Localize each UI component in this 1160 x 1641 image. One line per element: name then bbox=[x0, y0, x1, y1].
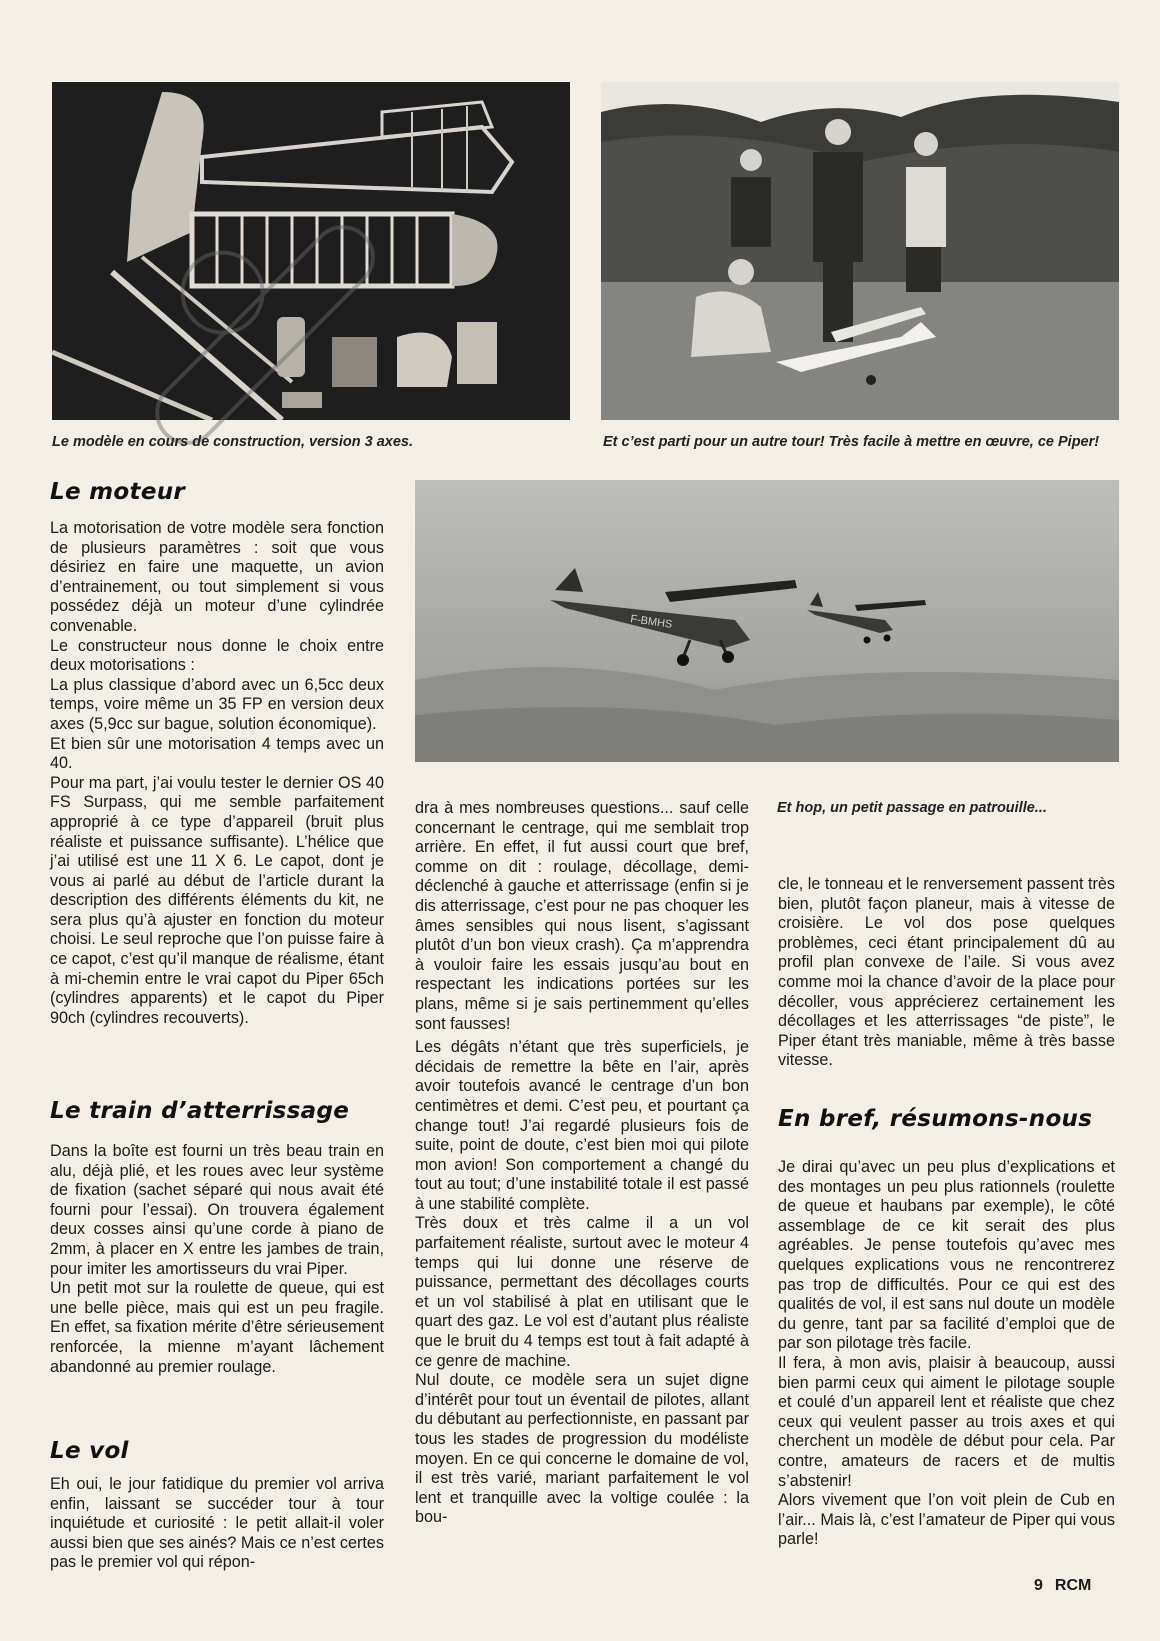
paragraph: Le constructeur nous donne le choix entre deux motorisations : bbox=[50, 636, 384, 675]
paragraph: Je dirai qu’avec un peu plus d’explications et des montages un peu plus rationnels (roulette de queue et haubans par exemple), le côté assemblage de ce kit serait des plus agréables. Je pense toutefois qu’avec mes quelques explications vous ne rencontrerez pas trop de difficultés. Pour ce qui est des qualités de vol, il est sans nul doute un modèle du genre, tant par sa facilité d’emploi que de par son pilotage très facile. bbox=[778, 1158, 1115, 1353]
heading-moteur: Le moteur bbox=[50, 479, 186, 505]
paragraph: La motorisation de votre modèle sera fonction de plusieurs paramètres : soit que vous désiriez en faire une maquette, un avion d’entrainement, ou tout simplement si vous possédez déjà un moteur d’une cylindrée convenable. bbox=[50, 519, 384, 635]
paragraph: Et bien sûr une motorisation 4 temps avec un 40. bbox=[50, 734, 384, 773]
paragraph: Nul doute, ce modèle sera un sujet digne d’intérêt pour tout un éventail de pilotes, allant du débutant au perfectionniste, en passant par tous les stades de progression du modéliste moyen. En ce qui concerne le domaine de vol, il est très varié, mariant parfaitement le vol lent et tranquille avec la voltige coulée : la bou- bbox=[415, 1371, 749, 1527]
column-1-vol bbox=[50, 1475, 384, 1573]
caption-photo-3: Et hop, un petit passage en patrouille... bbox=[777, 800, 1047, 816]
patrol-flight-illustration bbox=[415, 480, 1119, 762]
paragraph: Pour ma part, j’ai voulu tester le dernier OS 40 FS Surpass, qui me semble parfaitement approprié à ce type d’appareil (bruit plus réaliste et puissance suffisante). L’hélice que j’ai utilisé est une 11 X 6. Le capot, dont je vous ai parlé au début de l’article durant la description des différents éléments du kit, ne sera plus qu’à ajuster en fonction du moteur choisi. Le seul reproche que l’on puisse faire à ce capot, c’est qu’il manque de réalisme, étant à mi-chemin entre le vrai capot du Piper 65ch (cylindres apparents) et le capot du Piper 90ch (cylindres recouverts). bbox=[50, 773, 384, 1027]
paragraph: cle, le tonneau et le renversement passent très bien, plutôt façon planeur, mais à vitesse de croisière. Le vol dos pose quelques problèmes, ceci étant principalement dû au profil plan convexe de l’aile. Si vous avez comme moi la chance d’avoir de la place pour décoller, vous apprécierez certainement les décollages et les atterrissages “de piste”, le Piper étant très maniable, même à très basse vitesse. bbox=[778, 875, 1115, 1070]
column-3-vol-cont bbox=[778, 875, 1115, 1071]
heading-vol: Le vol bbox=[50, 1438, 129, 1464]
photo-field-test bbox=[601, 82, 1119, 420]
plane-registration: F-BMHS bbox=[629, 613, 674, 631]
page-footer bbox=[1034, 1577, 1103, 1595]
paragraph: Il fera, à mon avis, plaisir à beaucoup, aussi bien parmi ceux qui aiment le pilotage souple et coulé d’un appareil lent et réaliste que chez ceux qui veulent passer au trois axes et qui cherchent un modèle de début pour cela. Par contre, amateurs de racers et de multis s’abstenir! bbox=[778, 1353, 1115, 1490]
caption-photo-2: Et c’est parti pour un autre tour! Très facile à mettre en œuvre, ce Piper! bbox=[603, 434, 1100, 450]
field-test-illustration bbox=[601, 82, 1119, 420]
paragraph: dra à mes nombreuses questions... sauf celle concernant le centrage, qui me semblait trop arrière. En effet, il fut aussi court que bref, comme on dit : roulage, décollage, demi-déclenché à gauche et atterrissage (enfin si je dis atterrissage, c’est pour ne pas choquer les âmes sensibles qui nous lisent, s’agissant plutôt d’un bon vieux crash). Ça m’apprendra à vouloir faire les essais jusqu’au bout en respectant les indications portées sur les plans, même si je sais pertinemment qu’elles sont fausses! bbox=[415, 799, 749, 1033]
column-3-bref bbox=[778, 1158, 1115, 1550]
magazine-name: RCM bbox=[1054, 1577, 1092, 1594]
caption-photo-1: Le modèle en cours de construction, version 3 axes. bbox=[52, 434, 414, 450]
column-2 bbox=[415, 799, 749, 1528]
photo-kit-construction bbox=[52, 82, 570, 420]
paragraph: Eh oui, le jour fatidique du premier vol arriva enfin, laissant se succéder tour à tour inquiétude et curiosité : le petit allait-il voler aussi bien que ses ainés? Mais ce n’est certes pas le premier vol qui répon- bbox=[50, 1475, 384, 1572]
paragraph: Les dégâts n’étant que très superficiels, je décidais de remettre la bête en l’air, après avoir toutefois avancé le centrage d’un bon centimètres et demi. C’est peu, et pourtant ça change tout! J’ai regardé plusieurs fois de suite, point de doute, c’est bien moi qui pilote mon avion! Son comportement a changé du tout au tout; d’une instabilité totale il est passé à une stabilité complète. bbox=[415, 1038, 749, 1213]
column-1-train bbox=[50, 1142, 384, 1377]
photo-patrol-flight bbox=[415, 480, 1119, 762]
paragraph: Très doux et très calme il a un vol parfaitement réaliste, surtout avec le moteur 4 temps qui lui donne une réserve de puissance, permettant des décollages courts et un vol stabilisé à plat en utilisant que le quart des gaz. Le vol est d’autant plus réaliste que le bruit du 4 temps est tout à fait adapté à ce genre de machine. bbox=[415, 1214, 749, 1370]
heading-train: Le train d’atterrissage bbox=[50, 1098, 350, 1124]
kit-construction-illustration bbox=[52, 82, 570, 420]
page-number: 9 bbox=[1034, 1577, 1043, 1594]
heading-bref: En bref, résumons-nous bbox=[778, 1106, 1093, 1132]
paragraph: La plus classique d’abord avec un 6,5cc deux temps, voire même un 35 FP en version deux axes (5,9cc sur bague, solution économique). bbox=[50, 675, 384, 733]
column-1-moteur bbox=[50, 519, 384, 1028]
paragraph: Alors vivement que l’on voit plein de Cub en l’air... Mais là, c’est l’amateur de Piper qui vous parle! bbox=[778, 1491, 1115, 1549]
paragraph: Un petit mot sur la roulette de queue, qui est une belle pièce, mais qui est un peu fragile. En effet, sa fixation mérite d’être sérieusement renforcée, la mienne m’ayant lâchement abandonné au premier roulage. bbox=[50, 1279, 384, 1376]
paragraph: Dans la boîte est fourni un très beau train en alu, déjà plié, et les roues avec leur système de fixation (sachet séparé qui nous avait été fourni pour l’essai). On trouvera également deux cosses ainsi qu’une corde à piano de 2mm, à placer en X entre les jambes de train, pour imiter les amortisseurs du vrai Piper. bbox=[50, 1142, 384, 1278]
